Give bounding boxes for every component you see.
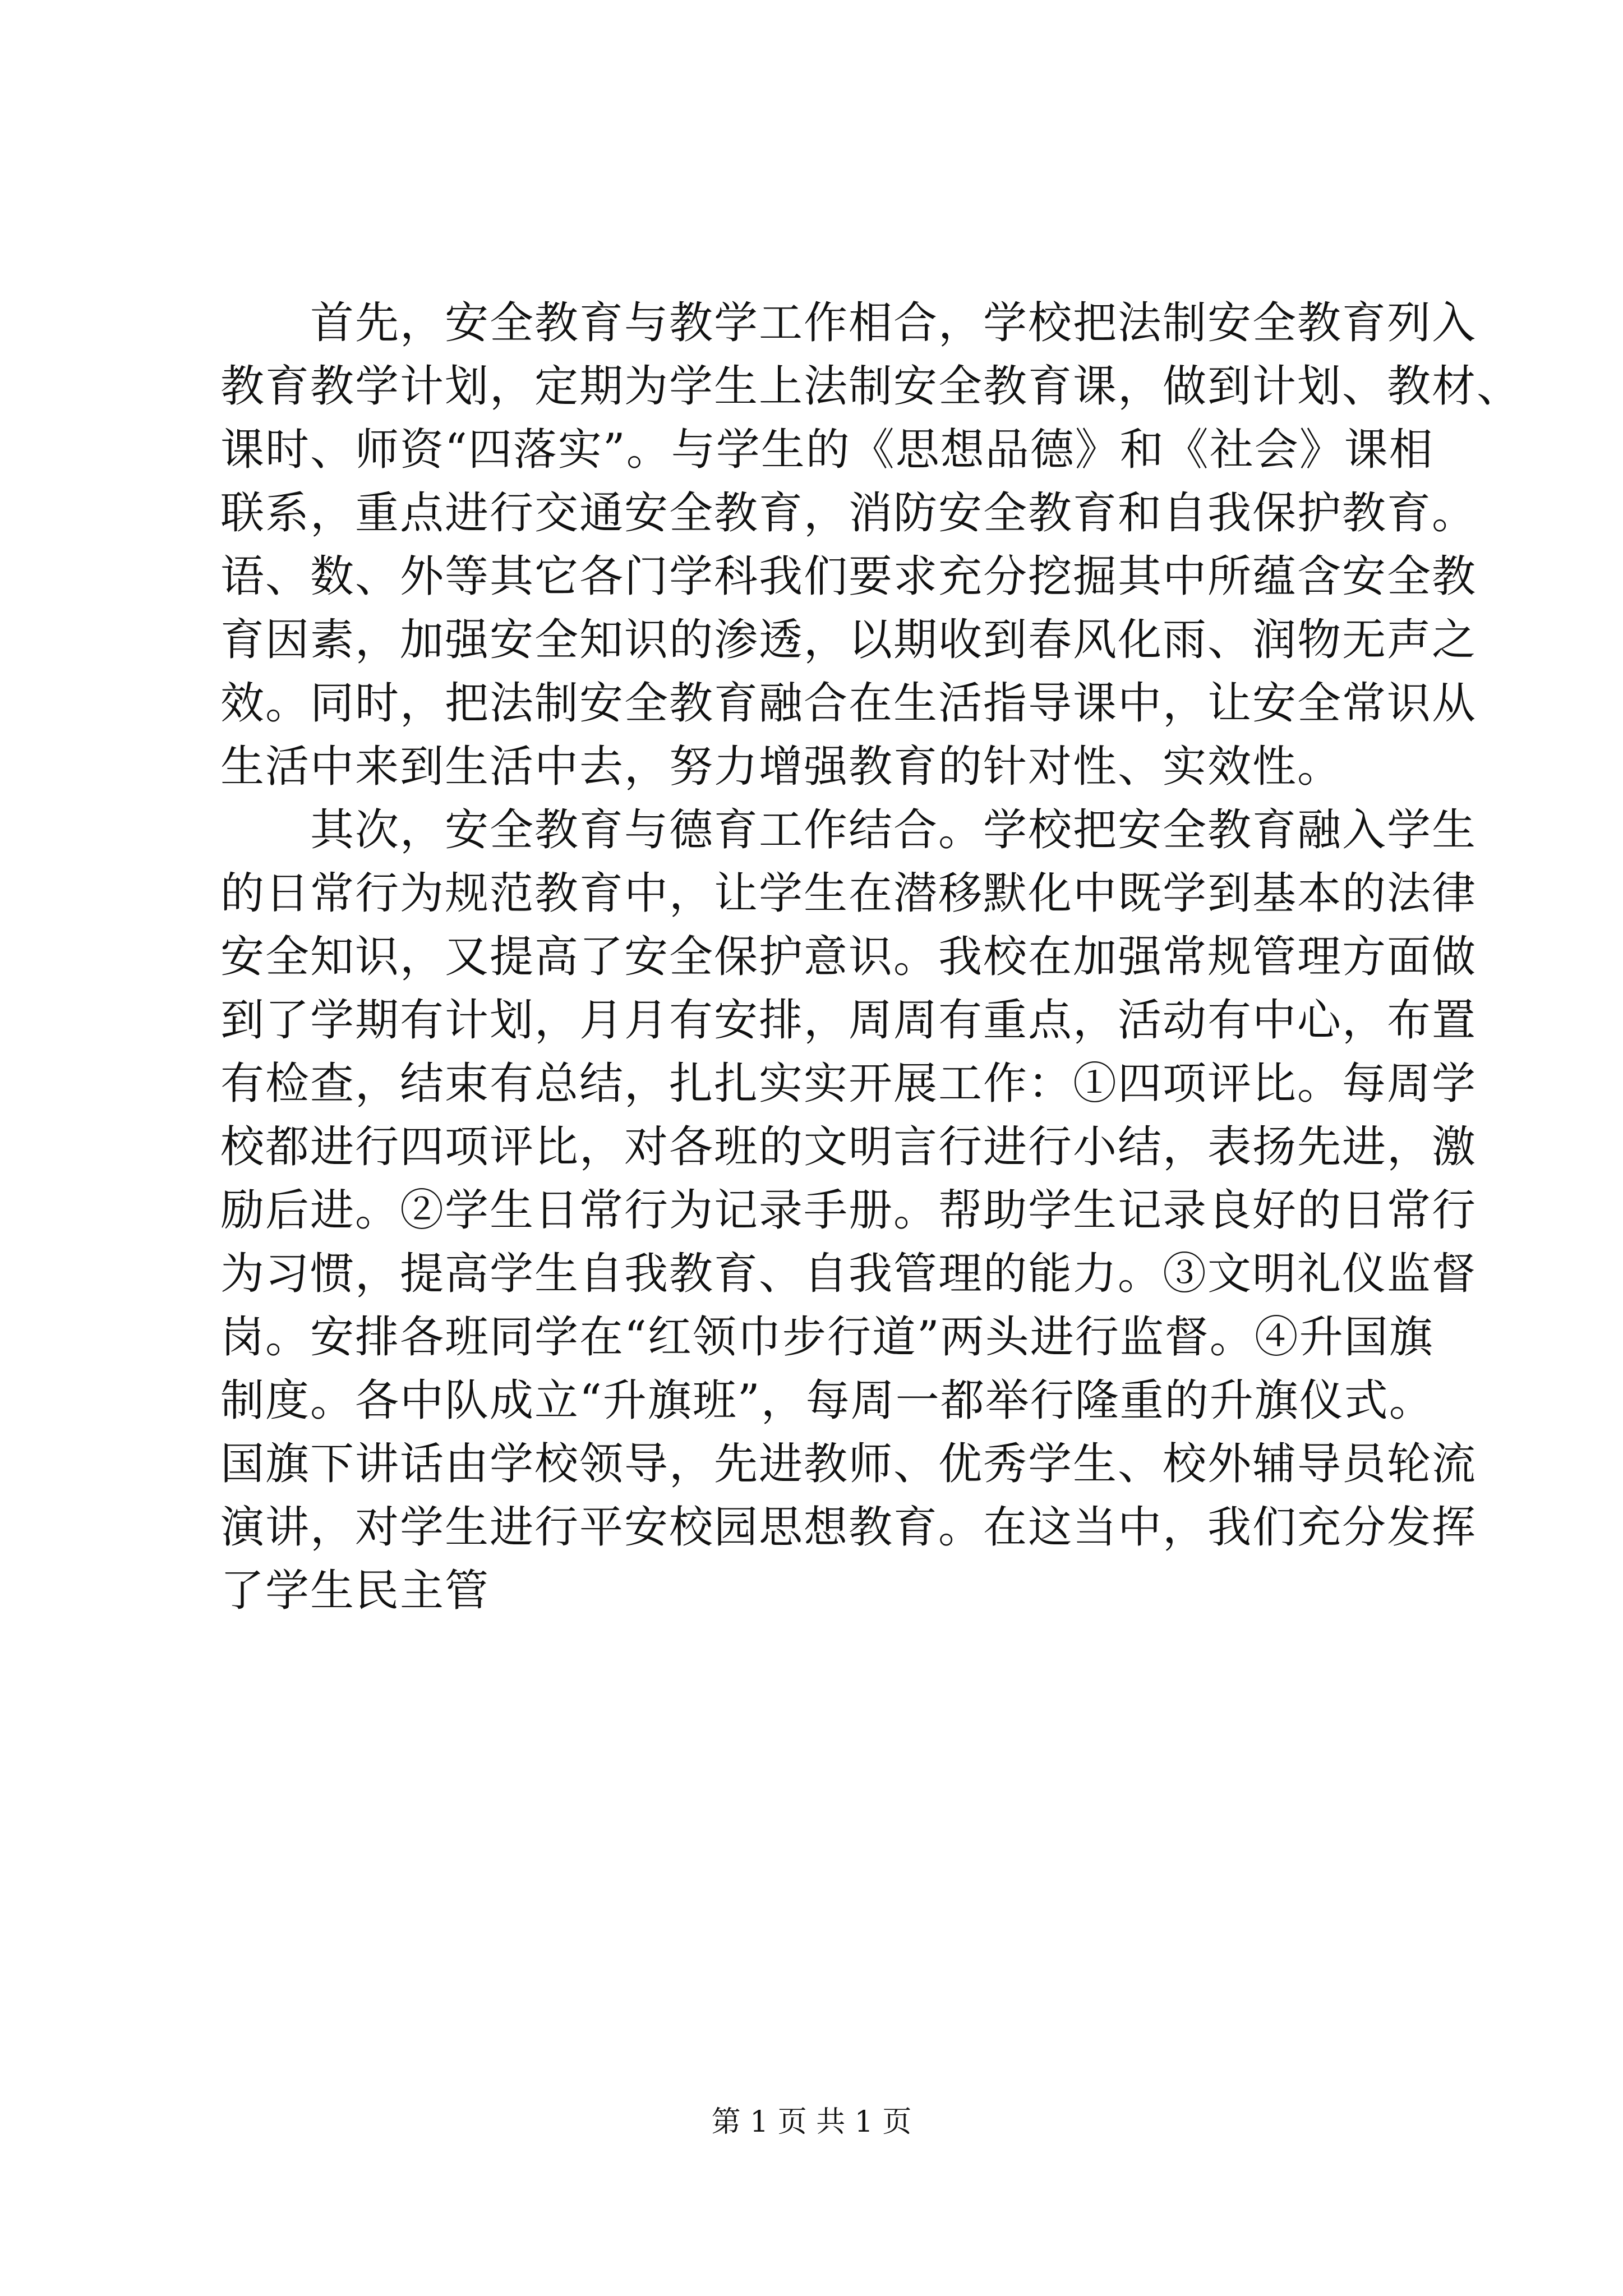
text-line: 生活中来到生活中去，努力增强教育的针对性、实效性。 — [220, 742, 1343, 792]
text-line: 安全知识，又提高了安全保护意识。我校在加强常规管理方面做 — [220, 932, 1477, 982]
text-line: 的日常行为规范教育中，让学生在潜移默化中既学到基本的法律 — [220, 868, 1477, 919]
text-line: 育因素，加强安全知识的渗透，以期收到春风化雨、润物无声之 — [220, 615, 1477, 665]
page-footer: 第 1 页 共 1 页 — [711, 2105, 912, 2139]
text-line: 语、数、外等其它各门学科我们要求充分挖掘其中所蕴含安全教 — [220, 551, 1477, 602]
text-line: 国旗下讲话由学校领导，先进教师、优秀学生、校外辅导员轮流 — [220, 1439, 1477, 1489]
text-line: 校都进行四项评比，对各班的文明言行进行小结，表扬先进，激 — [220, 1122, 1477, 1172]
text-line: 其次，安全教育与德育工作结合。学校把安全教育融入学生 — [220, 805, 1477, 855]
text-line: 到了学期有计划，月月有安排，周周有重点，活动有中心，布置 — [220, 995, 1477, 1046]
body-text — [220, 292, 1522, 1623]
text-line: 有检查，结束有总结，扎扎实实开展工作：①四项评比。每周学 — [220, 1059, 1477, 1109]
text-line: 制度。各中队成立“升旗班”，每周一都举行隆重的升旗仪式。 — [220, 1375, 1434, 1426]
text-line: 了学生民主管 — [220, 1566, 490, 1616]
text-line: 效。同时，把法制安全教育融合在生活指导课中，让安全常识从 — [220, 678, 1477, 729]
text-line: 岗。安排各班同学在“红领巾步行道”两头进行监督。④升国旗 — [220, 1312, 1434, 1363]
text-line: 课时、师资“四落实”。与学生的《思想品德》和《社会》课相 — [220, 425, 1434, 475]
text-line: 联系，重点进行交通安全教育，消防安全教育和自我保护教育。 — [220, 488, 1477, 539]
text-line: 励后进。②学生日常行为记录手册。帮助学生记录良好的日常行 — [220, 1185, 1477, 1236]
text-line: 教育教学计划，定期为学生上法制安全教育课，做到计划、教材、 — [220, 361, 1522, 412]
text-line: 为习惯，提高学生自我教育、自我管理的能力。③文明礼仪监督 — [220, 1249, 1477, 1299]
text-line: 首先，安全教育与教学工作相合，学校把法制安全教育列入 — [220, 298, 1477, 348]
text-line: 演讲，对学生进行平安校园思想教育。在这当中，我们充分发挥 — [220, 1502, 1477, 1553]
